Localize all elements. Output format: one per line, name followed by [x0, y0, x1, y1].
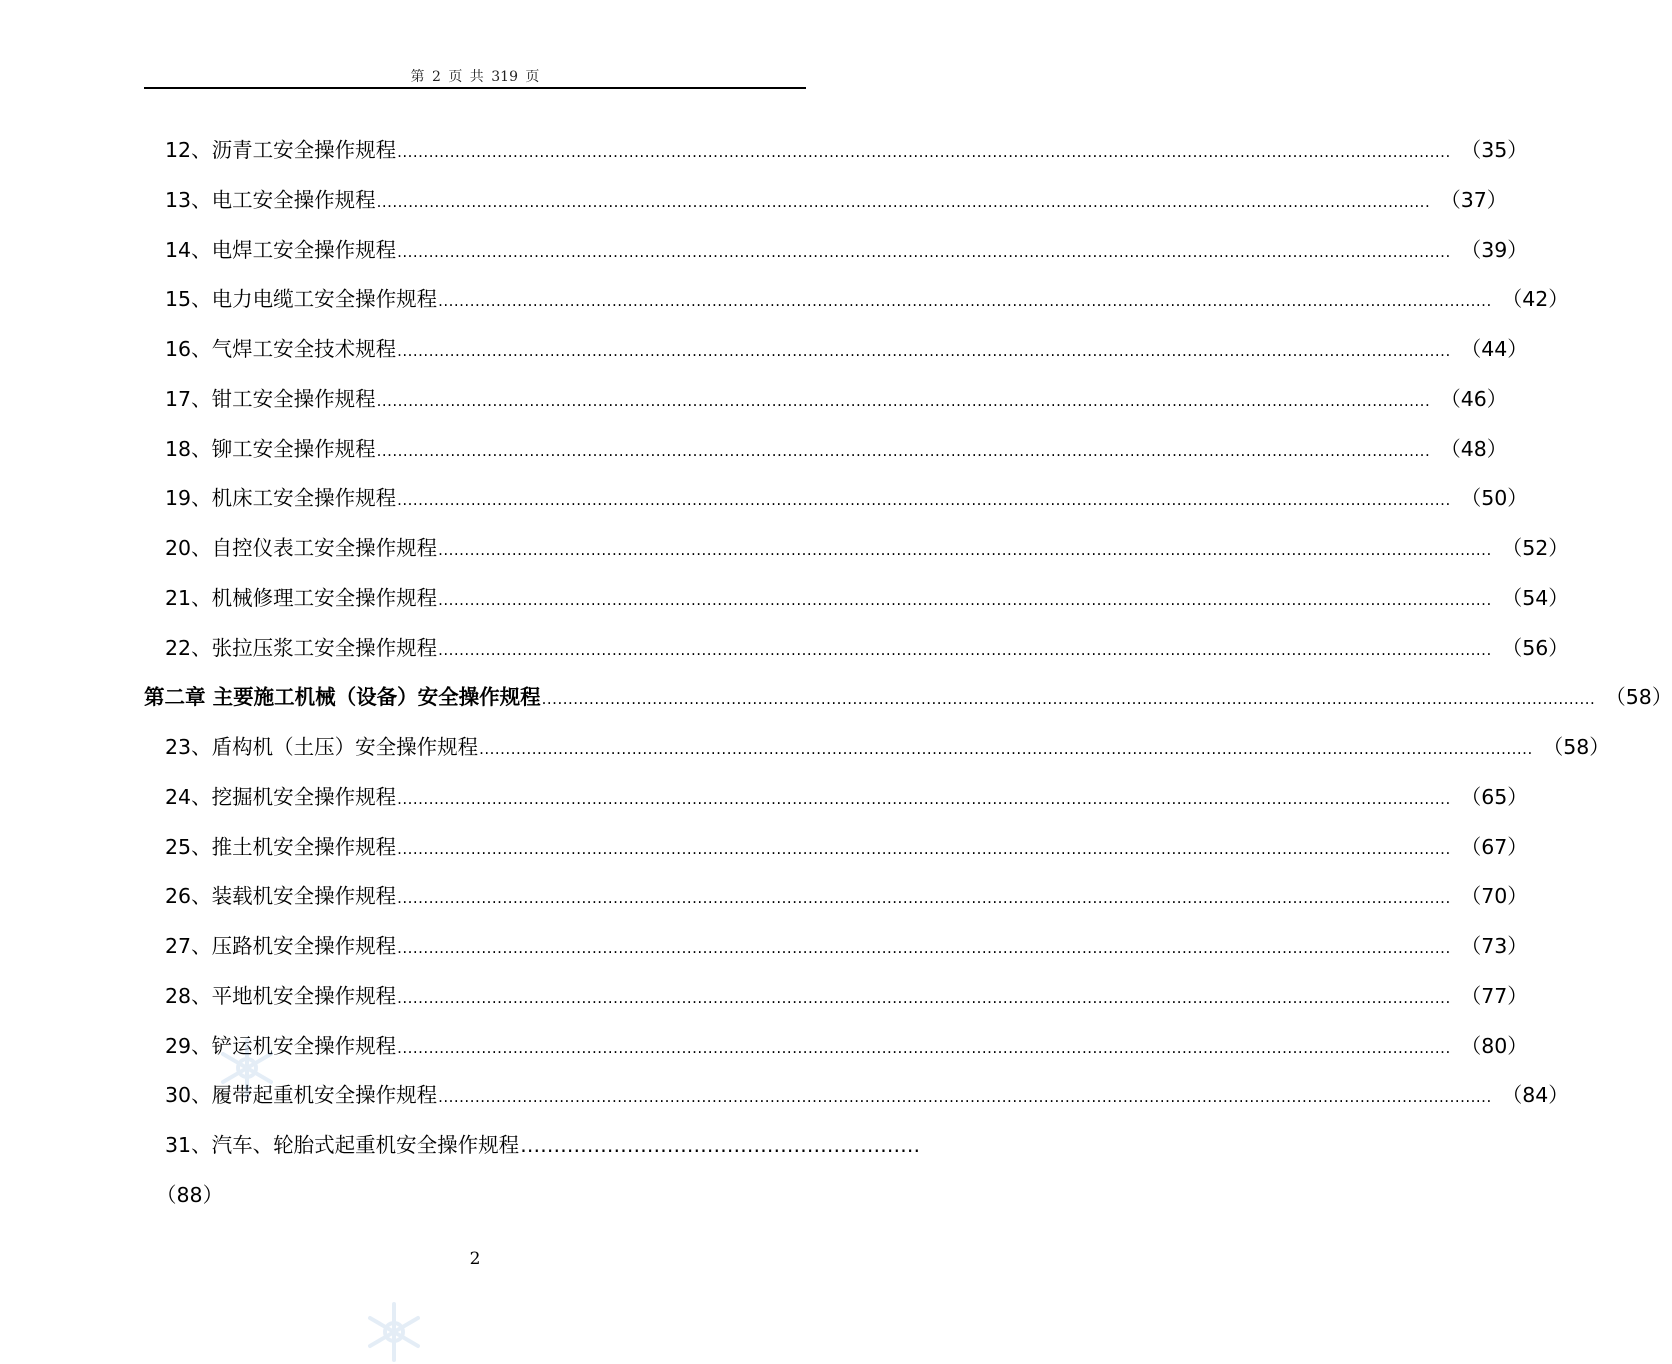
toc-entry[interactable]: [165, 284, 1569, 314]
page-header: 第 2 页 共 319 页: [410, 69, 540, 85]
snowflake-icon: [362, 1300, 426, 1364]
toc-leader-dots: ........................................................................................................................................................................................................: [397, 243, 1451, 261]
toc-leader-dots: ........................................................................................................................................................................................................: [479, 740, 1533, 758]
toc-entry[interactable]: [165, 981, 1528, 1011]
toc-leader-dots: ........................................................................................................................................................................................................: [397, 840, 1451, 858]
toc-leader-dots: ........................................................................................................................................................................................................: [397, 989, 1451, 1007]
toc-entry[interactable]: [165, 633, 1569, 663]
toc-page-number: （52）: [1501, 536, 1569, 560]
toc-entry[interactable]: [165, 832, 1528, 862]
toc-chapter-entry[interactable]: [144, 682, 1672, 712]
toc-page-number: （67）: [1460, 835, 1528, 859]
toc-page-number: （80）: [1460, 1034, 1528, 1058]
toc-entry[interactable]: [165, 135, 1528, 165]
toc-entry-title: 29、铲运机安全操作规程: [165, 1034, 397, 1058]
toc-page-number: （44）: [1460, 337, 1528, 361]
toc-entry[interactable]: [165, 583, 1569, 613]
toc-entry-title: 20、自控仪表工安全操作规程: [165, 536, 438, 560]
toc-entry-title: 19、机床工安全操作规程: [165, 486, 397, 510]
toc-page-number: （50）: [1460, 486, 1528, 510]
toc-page-number: （70）: [1460, 884, 1528, 908]
toc-leader-dots: ........................................................................................................................................................................................................: [397, 342, 1451, 360]
toc-leader-dots: ........................................................................................................................................................................................................: [438, 541, 1492, 559]
toc-page-number: （84）: [1501, 1083, 1569, 1107]
toc-page-number: （65）: [1460, 785, 1528, 809]
toc-entry-title: 14、电焊工安全操作规程: [165, 238, 397, 262]
toc-page-number: （77）: [1460, 984, 1528, 1008]
toc-leader-dots: ........................................................................................................................................................................................................: [397, 143, 1451, 161]
snowflake-icon: [215, 1036, 279, 1100]
toc-entry[interactable]: [165, 334, 1528, 364]
toc-page-number: （56）: [1501, 636, 1569, 660]
toc-leader-dots: ........................................................................................................................................................................................................: [397, 889, 1451, 907]
toc-page-number-wrapped: （88）: [156, 1183, 224, 1207]
toc-entry-title: 第二章 主要施工机械（设备）安全操作规程: [144, 685, 541, 709]
toc-entry-title: 31、汽车、轮胎式起重机安全操作规程: [165, 1133, 520, 1157]
toc-entry-title: 26、装载机安全操作规程: [165, 884, 397, 908]
toc-entry[interactable]: [165, 533, 1569, 563]
toc-entry-title: 18、铆工安全操作规程: [165, 437, 376, 461]
toc-page-number: （39）: [1460, 238, 1528, 262]
toc-entry-title: 12、沥青工安全操作规程: [165, 138, 397, 162]
toc-leader-dots: ........................................................................................................................................................................................................: [397, 939, 1451, 957]
toc-leader-dots: ........................................................................................................................................................................................................: [397, 790, 1451, 808]
toc-leader-dots: ........................................................................................................................................................................................................: [376, 193, 1431, 211]
toc-entry[interactable]: [165, 434, 1508, 464]
toc-page-number: （58）: [1542, 735, 1610, 759]
toc-entry-title: 25、推土机安全操作规程: [165, 835, 397, 859]
toc-leader-dots: ........................................................................................................................................................................................................: [397, 1039, 1451, 1057]
toc-entry[interactable]: [165, 931, 1528, 961]
toc-leader-dots: ........................................................................................................................................................................................................: [376, 392, 1431, 410]
toc-leader-dots: ........................................................................................................................................................................................................: [438, 591, 1492, 609]
toc-entry-title: 22、张拉压浆工安全操作规程: [165, 636, 438, 660]
toc-entry-title: 27、压路机安全操作规程: [165, 934, 397, 958]
toc-page-number: （35）: [1460, 138, 1528, 162]
toc-leader-dots: ........................................................................................................................................................................................................: [438, 292, 1492, 310]
toc-page-number: （46）: [1440, 387, 1508, 411]
toc-page-number: （54）: [1501, 586, 1569, 610]
toc-page-number: （58）: [1605, 685, 1672, 709]
toc-entry-title: 13、电工安全操作规程: [165, 188, 376, 212]
toc-page-number: （73）: [1460, 934, 1528, 958]
toc-entry-title: 30、履带起重机安全操作规程: [165, 1083, 438, 1107]
toc-entry[interactable]: [165, 185, 1508, 215]
toc-entry-title: 16、气焊工安全技术规程: [165, 337, 397, 361]
toc-leader-dots: ........................................................................................................................................................................................................: [438, 1088, 1492, 1106]
toc-entry[interactable]: [165, 881, 1528, 911]
toc-entry-title: 28、平地机安全操作规程: [165, 984, 397, 1008]
toc-entry[interactable]: [165, 483, 1528, 513]
toc-page-number: （42）: [1501, 287, 1569, 311]
page-number: 2: [469, 1249, 481, 1269]
toc-leader-dots: ........................................................................................................................................................................................................: [376, 442, 1431, 460]
toc-page-number: （48）: [1440, 437, 1508, 461]
toc-entry-title: 24、挖掘机安全操作规程: [165, 785, 397, 809]
toc-entry[interactable]: [165, 235, 1528, 265]
toc-leader-dots: ........................................................................................................................................................................................................: [397, 491, 1451, 509]
toc-leader-dots: ........................................................................................................................................................................................................: [541, 690, 1596, 708]
toc-entry[interactable]: [165, 732, 1610, 762]
toc-entry[interactable]: [165, 1130, 921, 1160]
toc-leader-dots: ……………………………………………………: [520, 1133, 921, 1157]
toc-entry-title: 15、电力电缆工安全操作规程: [165, 287, 438, 311]
toc-page-number: （37）: [1440, 188, 1508, 212]
toc-entry[interactable]: [165, 782, 1528, 812]
toc-entry-title: 21、机械修理工安全操作规程: [165, 586, 438, 610]
toc-entry-title: 23、盾构机（土压）安全操作规程: [165, 735, 479, 759]
toc-entry-title: 17、钳工安全操作规程: [165, 387, 376, 411]
toc-entry[interactable]: [165, 384, 1508, 414]
toc-leader-dots: ........................................................................................................................................................................................................: [438, 641, 1492, 659]
